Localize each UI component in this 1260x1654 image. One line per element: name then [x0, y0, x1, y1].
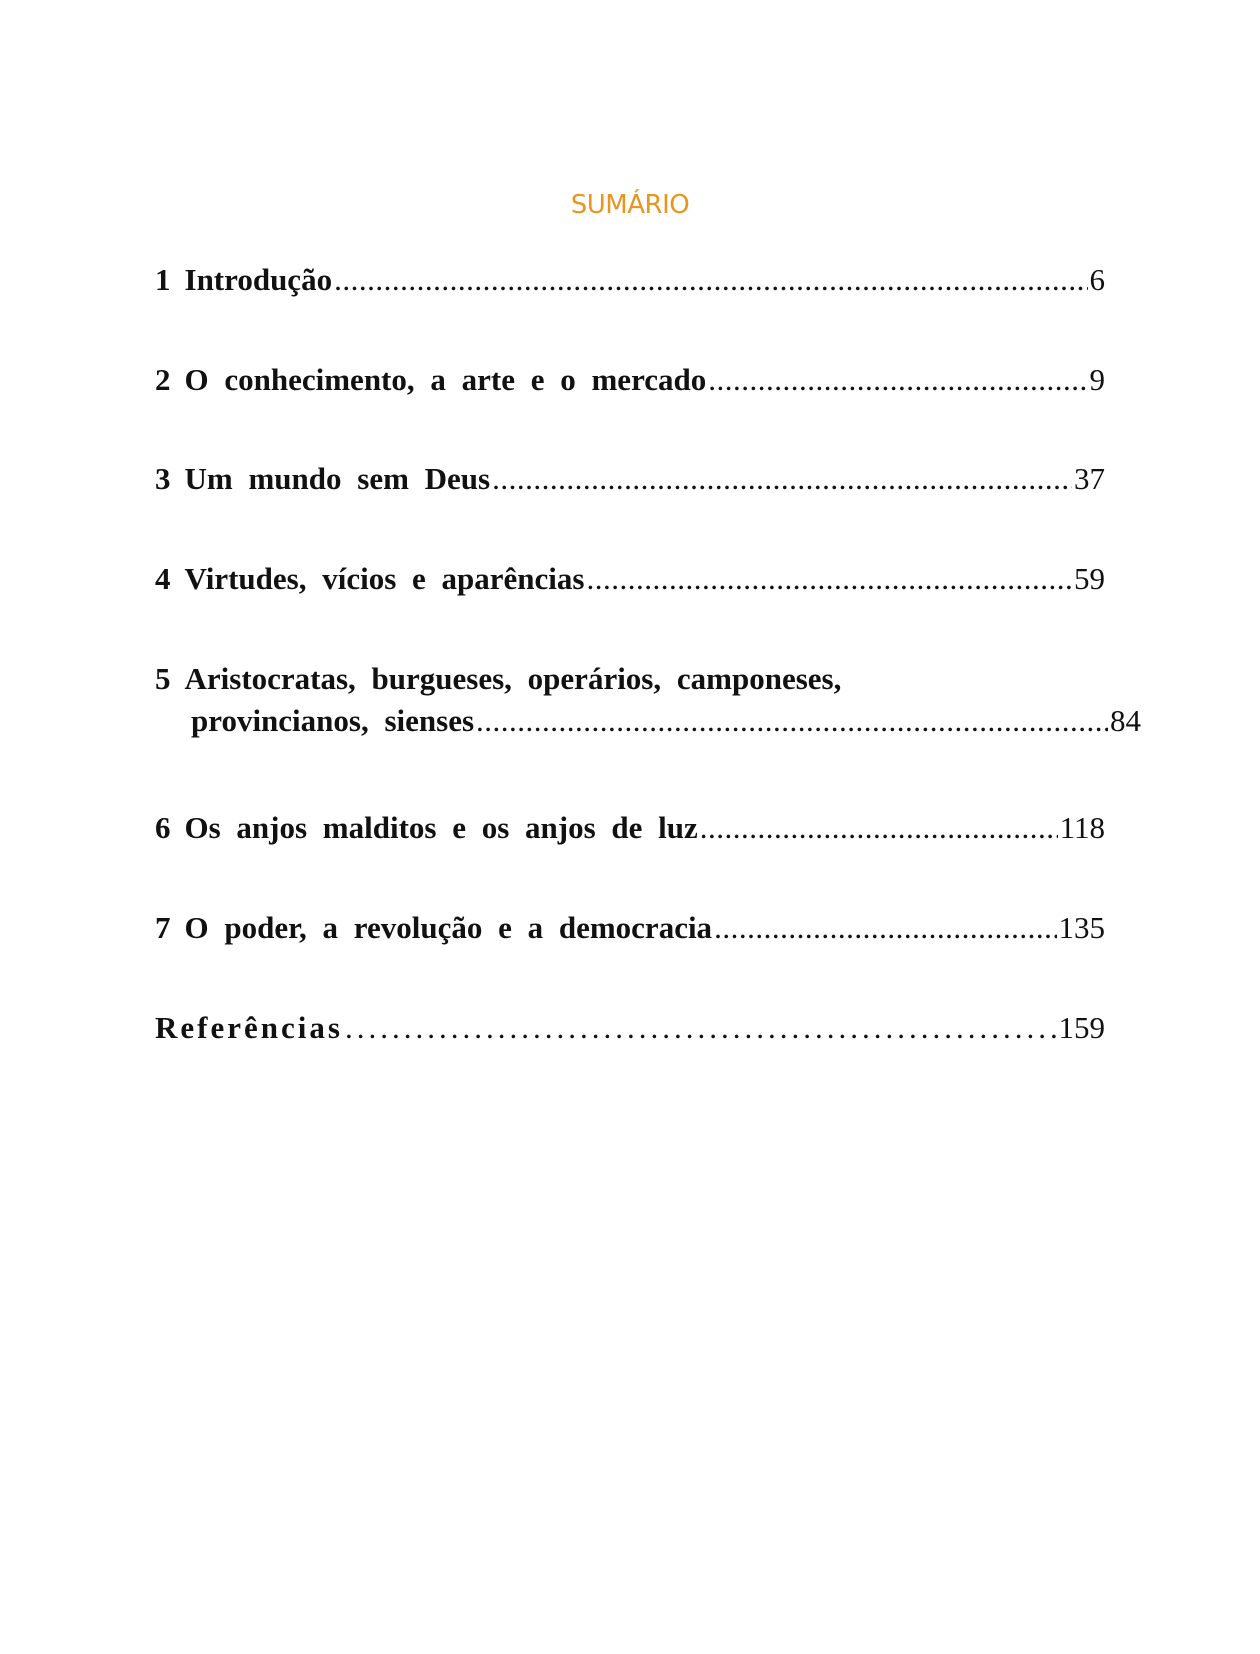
toc-entry-4[interactable] — [155, 561, 1105, 597]
entry-label: Os anjos malditos e os anjos de luz — [184, 810, 698, 845]
entry-page-number: 84 — [1110, 703, 1141, 738]
dot-leader — [476, 703, 1108, 739]
toc-entry-1[interactable] — [155, 262, 1105, 298]
entry-page-number: 159 — [1058, 1010, 1105, 1045]
entry-number: 6 — [155, 810, 171, 845]
toc-entry-references[interactable] — [155, 1010, 1105, 1046]
entry-page-number: 135 — [1058, 910, 1105, 945]
dot-leader — [334, 262, 1087, 298]
toc-entry-7[interactable] — [155, 910, 1105, 946]
entry-page-number: 9 — [1089, 362, 1105, 397]
entry-number: 2 — [155, 362, 171, 397]
entry-label: Introdução — [184, 262, 333, 297]
entry-label: Aristocratas, burgueses, operários, camponeses, — [184, 661, 842, 696]
toc-entry-5[interactable] — [155, 661, 1141, 739]
entry-label: O conhecimento, a arte e o mercado — [184, 362, 707, 397]
dot-leader — [714, 910, 1056, 946]
entry-label: Referências — [155, 1010, 343, 1045]
entry-page-number: 37 — [1074, 461, 1105, 496]
toc-entry-3[interactable] — [155, 461, 1105, 497]
dot-leader — [700, 810, 1058, 846]
entry-number: 3 — [155, 461, 171, 496]
dot-leader — [492, 461, 1072, 497]
entry-page-number: 6 — [1089, 262, 1105, 297]
toc-entry-2[interactable] — [155, 362, 1105, 398]
dot-leader — [345, 1010, 1057, 1046]
entry-page-number: 118 — [1059, 810, 1105, 845]
entry-page-number: 59 — [1074, 561, 1105, 596]
entry-number: 4 — [155, 561, 171, 596]
entry-label-continuation: provincianos, sienses — [191, 703, 475, 738]
dot-leader — [586, 561, 1072, 597]
dot-leader — [708, 362, 1087, 398]
entry-label: Um mundo sem Deus — [184, 461, 491, 496]
toc-entry-6[interactable] — [155, 810, 1105, 846]
entry-label: Virtudes, vícios e aparências — [184, 561, 585, 596]
page-title: SUMÁRIO — [570, 190, 690, 220]
entry-number: 5 — [155, 661, 171, 696]
entry-label: O poder, a revolução e a democracia — [184, 910, 713, 945]
entry-number: 7 — [155, 910, 171, 945]
entry-number: 1 — [155, 262, 171, 297]
